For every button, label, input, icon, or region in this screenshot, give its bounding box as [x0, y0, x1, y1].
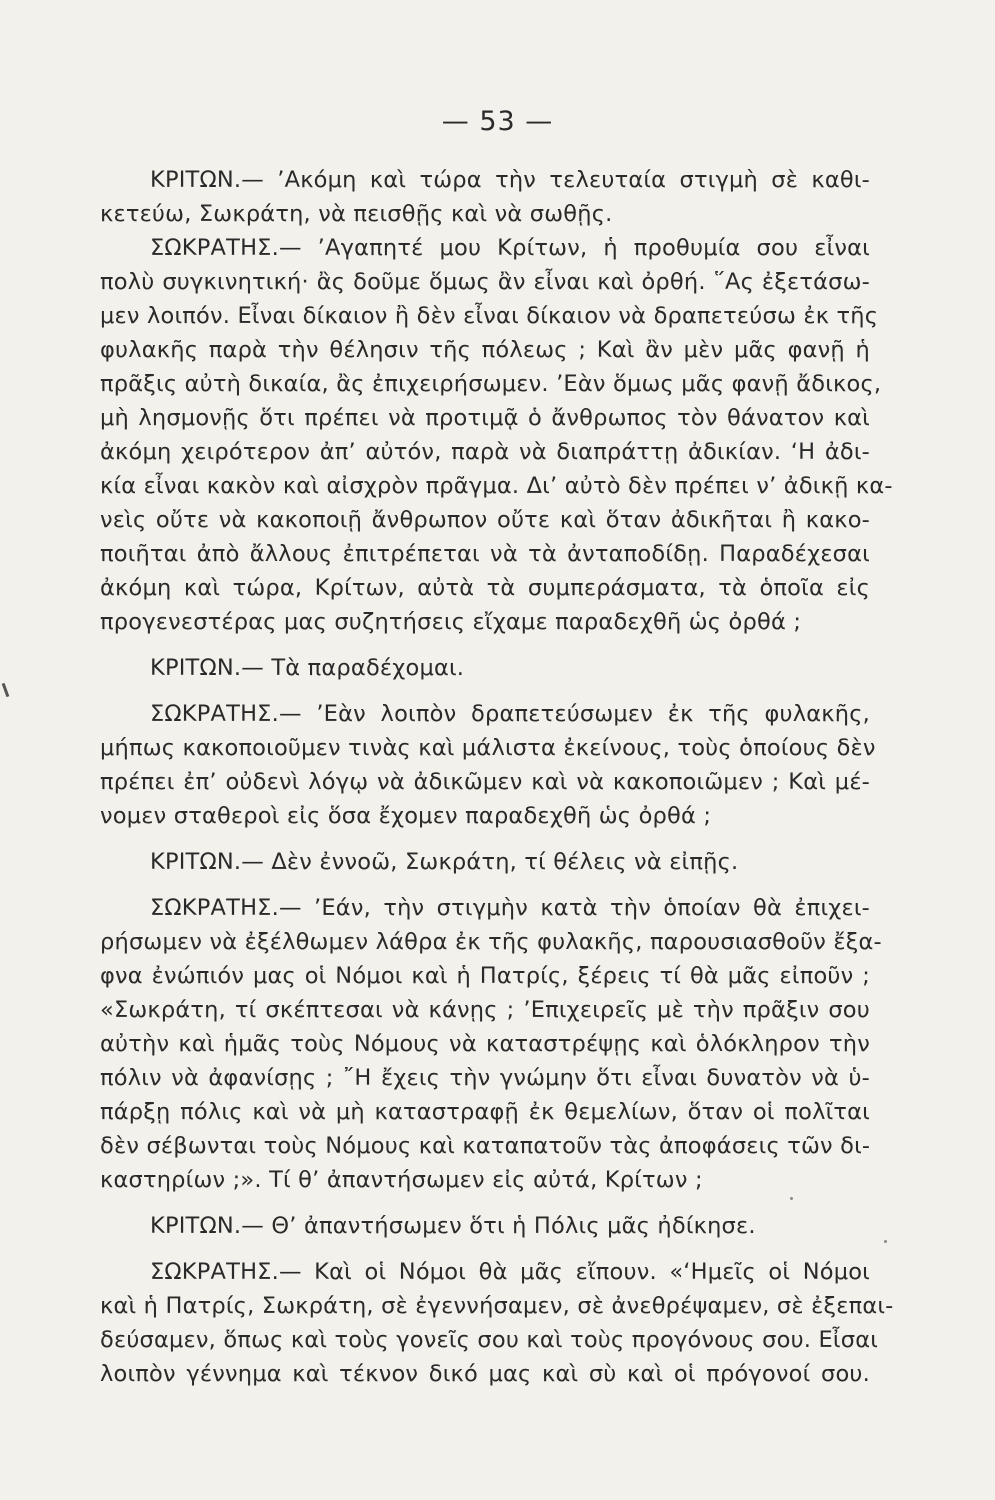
- text-line: πρᾶξις αὐτὴ δικαία, ἂς ἐπιχειρήσωμεν. ’Εὰν ὅμως μᾶς φανῇ ἄδικος,: [100, 371, 882, 397]
- text-line: πόλιν νὰ ἀφανίσῃς ; ῎Η ἔχεις τὴν γνώμην ὅτι εἶναι δυνατὸν νὰ ὑ-: [100, 1065, 870, 1091]
- text-line: αὐτὴν καὶ ἡμᾶς τοὺς Νόμους νὰ καταστρέψῃς καὶ ὁλόκληρον τὴν: [100, 1031, 870, 1057]
- paragraph-gap: [100, 639, 870, 651]
- text-line: ΚΡΙΤΩΝ.— Θ’ ἀπαντήσωμεν ὅτι ἡ Πόλις μᾶς ἠδίκησε.: [150, 1213, 756, 1239]
- text-line: ΣΩΚΡΑΤΗΣ.— ’Εάν, τὴν στιγμὴν κατὰ τὴν ὁποίαν θὰ ἐπιχει-: [150, 895, 870, 921]
- text-line: ΣΩΚΡΑΤΗΣ.— Καὶ οἱ Νόμοι θὰ μᾶς εἴπουν. «‘Ημεῖς οἱ Νόμοι: [150, 1259, 870, 1285]
- text-line: λοιπὸν γέννημα καὶ τέκνον δικό μας καὶ σὺ καὶ οἱ πρόγονοί σου.: [100, 1361, 870, 1387]
- text-line: ΣΩΚΡΑΤΗΣ.— ’Αγαπητέ μου Κρίτων, ἡ προθυμία σου εἶναι: [150, 235, 870, 261]
- text-line: μήπως κακοποιοῦμεν τινὰς καὶ μάλιστα ἐκείνους, τοὺς ὁποίους δὲν: [100, 735, 876, 761]
- paragraph-gap: [100, 685, 870, 697]
- text-line: κετεύω, Σωκράτη, νὰ πεισθῇς καὶ νὰ σωθῇς.: [100, 201, 613, 227]
- text-line: «Σωκράτη, τί σκέπτεσαι νὰ κάνῃς ; ’Επιχειρεῖς μὲ τὴν πρᾶξιν σου: [100, 997, 870, 1023]
- text-line: πάρξῃ πόλις καὶ νὰ μὴ καταστραφῇ ἐκ θεμελίων, ὅταν οἱ πολῖται: [100, 1099, 870, 1125]
- page-number: — 53 —: [441, 106, 554, 137]
- text-line: ΚΡΙΤΩΝ.— Τὰ παραδέχομαι.: [150, 655, 465, 681]
- text-line: ἀκόμη χειρότερον ἀπ’ αὐτόν, παρὰ νὰ διαπράττῃ ἀδικίαν. ‘Η ἀδι-: [100, 439, 870, 465]
- paragraph-gap: [100, 1197, 870, 1209]
- paper-speck: [790, 1197, 793, 1200]
- text-line: φνα ἐνώπιόν μας οἱ Νόμοι καὶ ἡ Πατρίς, ξέρεις τί θὰ μᾶς εἰποῦν ;: [100, 963, 870, 989]
- text-line: πρέπει ἐπ’ οὐδενὶ λόγῳ νὰ ἀδικῶμεν καὶ νὰ κακοποιῶμεν ; Καὶ μέ-: [100, 769, 870, 795]
- text-line: ΚΡΙΤΩΝ.— ’Ακόμη καὶ τώρα τὴν τελευταία στιγμὴ σὲ καθι-: [150, 167, 870, 193]
- text-line: ἀκόμη καὶ τώρα, Κρίτων, αὐτὰ τὰ συμπεράσματα, τὰ ὁποῖα εἰς: [100, 575, 870, 601]
- text-line: καστηρίων ;». Τί θ’ ἀπαντήσωμεν εἰς αὐτά, Κρίτων ;: [100, 1167, 703, 1193]
- text-line: ΚΡΙΤΩΝ.— Δὲν ἐννοῶ, Σωκράτη, τί θέλεις νὰ εἰπῇς.: [150, 849, 739, 875]
- text-line: νομεν σταθεροὶ εἰς ὅσα ἔχομεν παραδεχθῆ ὡς ὀρθά ;: [100, 803, 712, 829]
- text-line: ρήσωμεν νὰ ἐξέλθωμεν λάθρα ἐκ τῆς φυλακῆς, παρουσιασθοῦν ἔξα-: [100, 929, 882, 955]
- text-line: φυλακῆς παρὰ τὴν θέλησιν τῆς πόλεως ; Καὶ ἂν μὲν μᾶς φανῇ ἡ: [100, 337, 870, 363]
- text-line: μὴ λησμονῇς ὅτι πρέπει νὰ προτιμᾷ ὁ ἄνθρωπος τὸν θάνατον καὶ: [100, 405, 870, 431]
- paragraph-gap: [100, 879, 870, 891]
- text-line: δεύσαμεν, ὅπως καὶ τοὺς γονεῖς σου καὶ τοὺς προγόνους σου. Εἶσαι: [100, 1327, 879, 1353]
- text-line: μεν λοιπόν. Εἶναι δίκαιον ἢ δὲν εἶναι δίκαιον νὰ δραπετεύσω ἐκ τῆς: [100, 303, 879, 329]
- dialogue-text: [100, 163, 894, 1391]
- paragraph-gap: [100, 1243, 870, 1255]
- text-line: πολὺ συγκινητική· ἂς δοῦμε ὅμως ἂν εἶναι καὶ ὀρθή. ῞Ας ἐξετάσω-: [100, 269, 870, 295]
- paper-speck: [884, 1240, 887, 1243]
- text-line: ποιῆται ἀπὸ ἄλλους ἐπιτρέπεται νὰ τὰ ἀνταποδίδῃ. Παραδέχεσαι: [100, 541, 870, 567]
- text-line: προγενεστέρας μας συζητήσεις εἴχαμε παραδεχθῆ ὡς ὀρθά ;: [100, 609, 802, 635]
- text-line: κία εἶναι κακὸν καὶ αἰσχρὸν πρᾶγμα. Δι’ αὐτὸ δὲν πρέπει ν’ ἀδικῇ κα-: [100, 473, 893, 499]
- text-line: νεὶς οὔτε νὰ κακοποιῇ ἄνθρωπον οὔτε καὶ ὅταν ἀδικῆται ἢ κακο-: [100, 507, 870, 533]
- text-line: καὶ ἡ Πατρίς, Σωκράτη, σὲ ἐγεννήσαμεν, σὲ ἀνεθρέψαμεν, σὲ ἐξεπαι-: [100, 1293, 894, 1319]
- text-line: ΣΩΚΡΑΤΗΣ.— ’Εὰν λοιπὸν δραπετεύσωμεν ἐκ τῆς φυλακῆς,: [150, 701, 870, 727]
- margin-mark: [2, 683, 10, 697]
- paragraph-gap: [100, 833, 870, 845]
- text-line: δὲν σέβωνται τοὺς Νόμους καὶ καταπατοῦν τὰς ἀποφάσεις τῶν δι-: [100, 1133, 871, 1159]
